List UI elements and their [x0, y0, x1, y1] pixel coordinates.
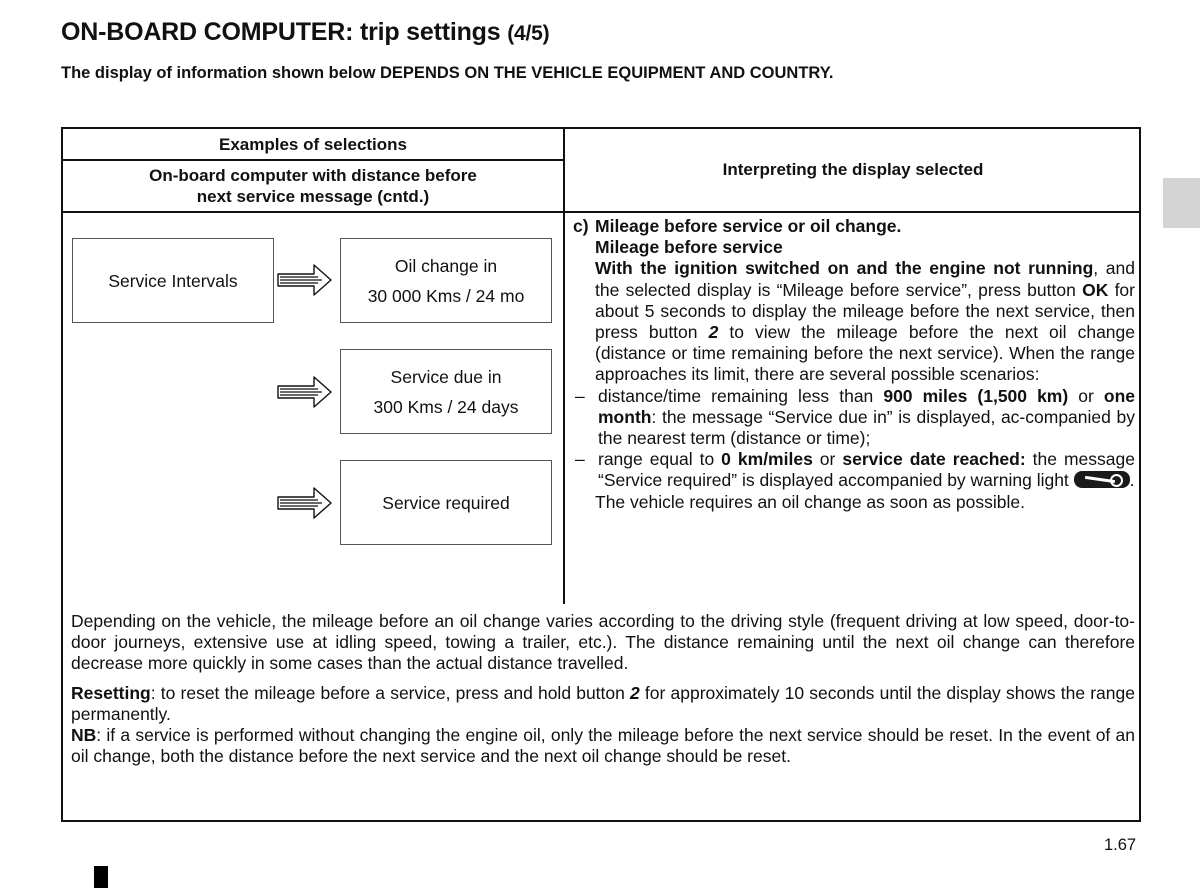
display-text-line2: 300 Kms / 24 days	[373, 396, 519, 417]
page-number: 1.67	[1104, 836, 1137, 854]
sub-title: Mileage before service	[595, 237, 783, 258]
button-2-ref: 2	[708, 322, 719, 343]
b2-text-c: the message “Service required” is displayed accompanied by warning light	[598, 449, 1135, 491]
wrench-warning-icon	[1074, 471, 1130, 488]
p1-text-a: , and the selected display is “Mileage before service”, press button	[595, 258, 1135, 300]
p1-text-b: for about 5 seconds to display the mileage before the next service, then press button	[595, 279, 1135, 343]
p1-bold: With the ignition switched on and the engine not running	[595, 258, 1094, 279]
p1-text-c: to view the mileage before the next oil change (distance or time remaining before the next service). When the range approaches its limit, there are several possible scenarios:	[595, 322, 1136, 385]
header-left	[63, 160, 563, 212]
nb-label: NB	[71, 725, 97, 745]
title-main: ON-BOARD COMPUTER: trip settings	[61, 18, 501, 46]
display-oil-change	[340, 238, 552, 323]
display-service-due	[340, 349, 552, 434]
corner-mark	[94, 866, 108, 888]
resetting-paragraph	[71, 683, 1135, 725]
header-examples: Examples of selections	[218, 134, 408, 154]
b2-end: .	[1129, 470, 1135, 491]
nb-paragraph	[71, 725, 1135, 767]
b1-bold-2: one month	[598, 385, 1135, 427]
b1-text-b: or	[1068, 385, 1104, 406]
page-title	[61, 18, 549, 47]
reset-text-a: : to reset the mileage before a service, press and hold button	[150, 683, 631, 703]
b1-text-c: : the message “Service due in” is displayed, ac-companied by the nearest term (distance or time);	[598, 406, 1135, 449]
display-text-line1: Service due in	[390, 366, 502, 387]
resetting-label: Resetting	[71, 683, 151, 703]
arrow-icon	[276, 485, 334, 521]
nb-text: : if a service is performed without changing the engine oil, only the mileage before the next service should be reset. In the event of an oil change, both the distance before the next service and the next oil change should be reset.	[71, 725, 1135, 766]
section-tab	[1163, 178, 1200, 228]
section-c-label: c)	[573, 216, 589, 236]
reset-text-b: for approximately 10 seconds until the display shows the range permanently.	[71, 683, 1135, 724]
display-text: Service required	[382, 492, 510, 513]
paragraph-1	[573, 258, 1135, 385]
ok-button-ref: OK	[1082, 279, 1109, 300]
bullet-dash: –	[575, 449, 585, 470]
final-note: The vehicle requires an oil change as soon as possible.	[595, 491, 1025, 512]
button-2-ref: 2	[630, 683, 640, 703]
arrow-icon	[276, 262, 334, 298]
mileage-paragraph: Depending on the vehicle, the mileage before an oil change varies according to the driving style (frequent driving at low speed, door-to-door journeys, extensive use at idling speed, towing a trailer, etc.). The distance remaining until the next oil change can therefore decrease more quickly in some cases than the actual distance travelled.	[71, 611, 1135, 673]
title-part: (4/5)	[507, 22, 550, 45]
section-c-title: Mileage before service or oil change.	[595, 216, 902, 236]
interpretation-text	[573, 216, 1135, 513]
section-c-heading	[573, 216, 1135, 237]
display-service-intervals	[72, 238, 274, 323]
intro-text: The display of information shown below DEPENDS ON THE VEHICLE EQUIPMENT AND COUNTRY.	[61, 64, 834, 82]
bottom-notes	[71, 611, 1135, 776]
b2-bold-2: service date reached:	[842, 449, 1026, 470]
header-interpreting: Interpreting the display selected	[722, 159, 984, 179]
display-text-line1: Oil change in	[394, 255, 498, 276]
settings-table	[61, 127, 1141, 822]
b1-text-a: distance/time remaining less than	[598, 385, 884, 406]
b2-text-b: or	[812, 449, 843, 470]
list-item	[573, 449, 1135, 491]
display-service-required	[340, 460, 552, 545]
b1-bold-1: 900 miles (1,500 km)	[883, 385, 1069, 406]
bullet-dash: –	[575, 385, 585, 406]
b2-bold-1: 0 km/miles	[721, 449, 813, 470]
arrow-icon	[276, 374, 334, 410]
b2-text-a: range equal to	[598, 449, 722, 470]
display-text: Service Intervals	[108, 270, 238, 291]
header-left-line1: On-board computer with distance before	[149, 166, 477, 185]
header-left-line2: next service message (cntd.)	[196, 187, 430, 206]
display-text-line2: 30 000 Kms / 24 mo	[367, 285, 525, 306]
list-item	[573, 386, 1135, 450]
